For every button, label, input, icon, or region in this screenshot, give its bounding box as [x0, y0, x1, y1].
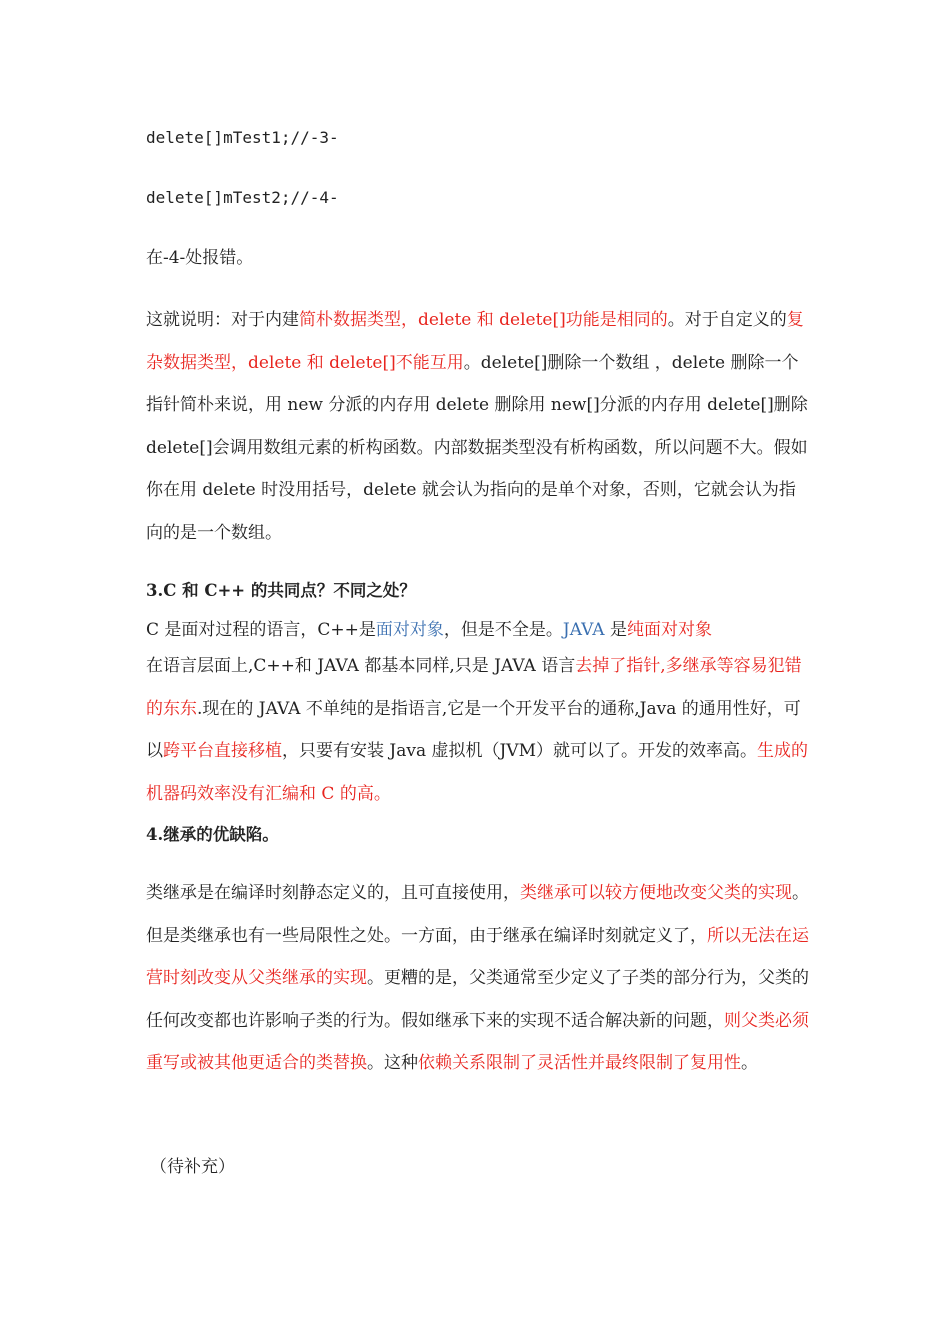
highlight-rewrite: 则父类必须重写或被其他更适合的类替换: [146, 1010, 809, 1073]
section-4-heading: 4.继承的优缺陷。: [146, 825, 279, 844]
text-run: ，但是不全是。: [443, 620, 563, 640]
text-run: 这就说明：对于内建: [146, 310, 299, 330]
highlight-dependency: 依赖关系限制了灵活性并最终限制了复用性: [418, 1053, 741, 1073]
highlight-simple-types: 简朴数据类型，delete 和 delete[]功能是相同的: [299, 310, 668, 330]
highlight-pure-oop: 纯面对对象: [626, 620, 712, 640]
text-run: 。对于自定义的: [667, 310, 787, 330]
highlight-java: JAVA: [562, 620, 605, 640]
highlight-runtime: 所以无法在运营时刻改变从父类继承的实现: [146, 925, 809, 988]
text-run: 类继承是在编译时刻静态定义的，且可直接使用，: [146, 883, 520, 903]
section-3-heading: 3.C 和 C++ 的共同点？不同之处？: [146, 581, 416, 600]
text-run: .现在的 JAVA 不单纯的是指语言,它是一个开发平台的通称,Java 的通用性好，可以: [146, 698, 801, 761]
code-line-3: delete[]mTest1;//-3-: [146, 128, 339, 147]
code-line-4: delete[]mTest2;//-4-: [146, 188, 339, 207]
highlight-cross-platform: 跨平台直接移植: [163, 741, 282, 761]
highlight-oop: 面对对象: [375, 620, 444, 640]
highlight-change-parent: 类继承可以较方便地改变父类的实现: [520, 883, 792, 903]
text-run: 。: [741, 1053, 758, 1073]
highlight-machine-code: 生成的机器码效率没有汇编和 C 的高。: [146, 741, 808, 804]
text-run: 。更糟的是，父类通常至少定义了子类的部分行为，父类的任何改变都也许影响子类的行为。假如继承下来的实现不适合解决新的问题，: [146, 968, 809, 1031]
error-note: 在-4-处报错。: [146, 248, 254, 268]
text-run: ，只要有安装 Java 虚拟机（JVM）就可以了。开发的效率高。: [282, 741, 757, 761]
text-run: 是: [604, 620, 627, 640]
text-run: 。但是类继承也有一些局限性之处。一方面，由于继承在编译时刻就定义了，: [146, 883, 809, 946]
text-run: 。delete[]删除一个数组 ，delete 删除一个指针简朴来说，用 new 分派的内存用 delete 删除用 new[]分派的内存用 delete[]删除 delete[]会调用数组元素的析构函数。内部数据类型没有析构函数，所以问题不大。假如你在用 delete 时没用括号，delete 就会认为指向的是单个对象，否则，它就会认为指向的是一个数组。: [146, 352, 808, 543]
section-3-line-1: [146, 618, 712, 642]
highlight-removed-pointers: 去掉了指针,多继承等容易犯错的东东: [146, 656, 802, 719]
section-3-paragraph: [146, 645, 811, 815]
highlight-complex-types: 复杂数据类型，delete 和 delete[]不能互用: [146, 310, 804, 373]
paragraph-delete-explanation: [146, 299, 811, 554]
section-4-paragraph: [146, 872, 811, 1085]
text-run: 。这种: [367, 1053, 418, 1073]
pending-note: （待补充）: [150, 1157, 235, 1177]
text-run: C 是面对过程的语言，C++是: [146, 620, 376, 640]
text-run: 在语言层面上,C++和 JAVA 都基本同样,只是 JAVA 语言: [146, 656, 576, 676]
